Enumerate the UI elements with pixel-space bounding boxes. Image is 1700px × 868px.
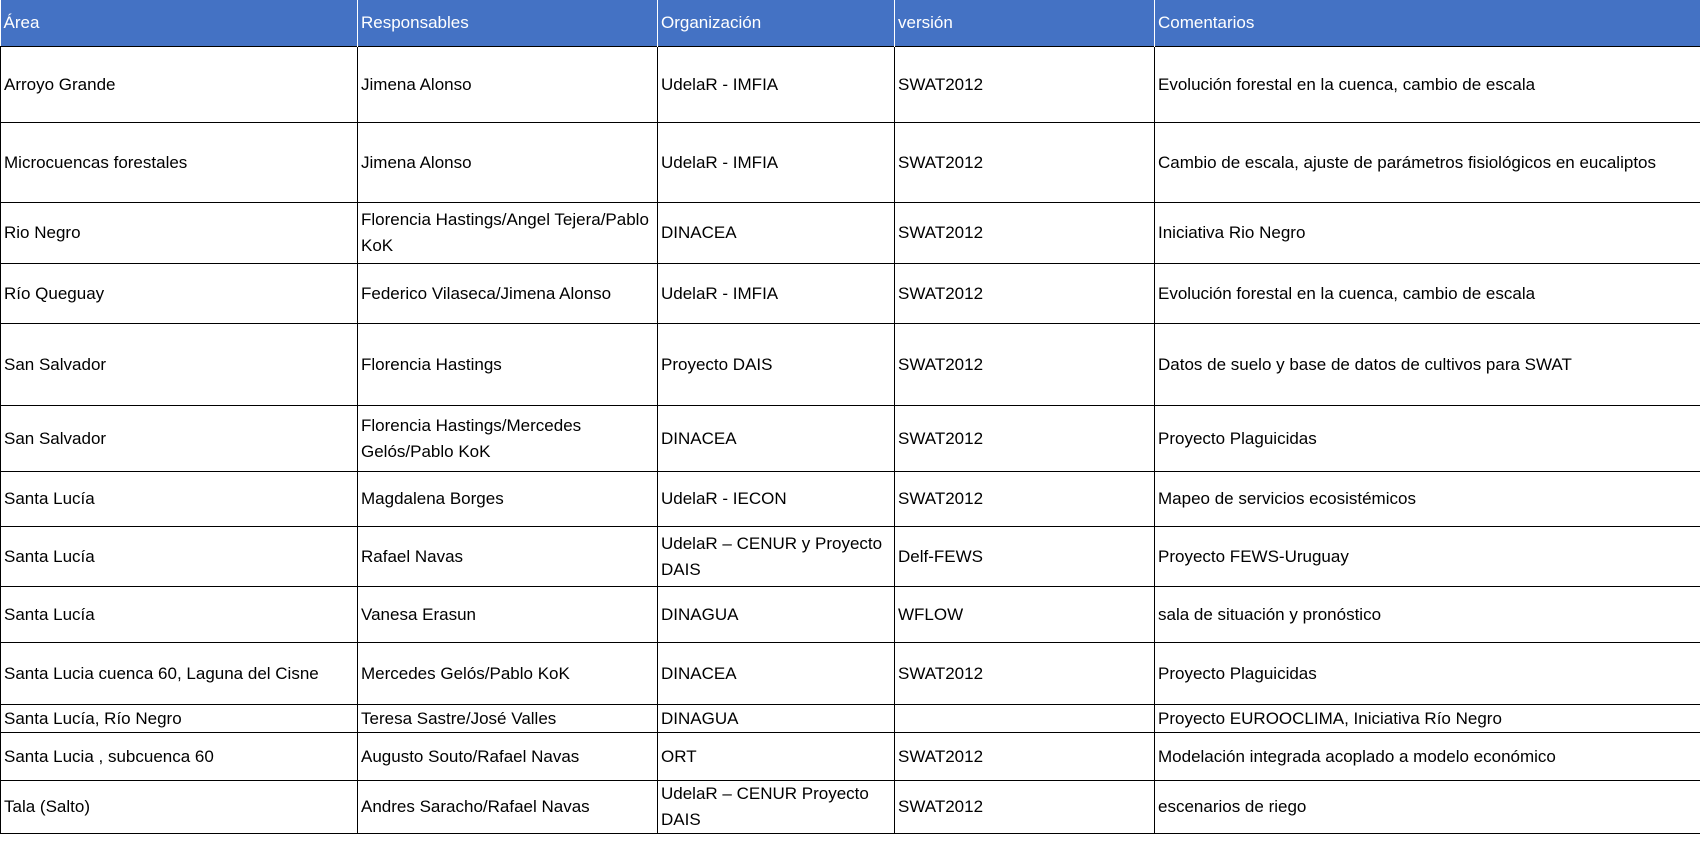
cell-version[interactable]: SWAT2012 [895, 643, 1155, 705]
cell-comentarios[interactable]: Cambio de escala, ajuste de parámetros fisiológicos en eucaliptos [1155, 123, 1700, 203]
table-row [1, 705, 1700, 733]
table-row [1, 472, 1700, 527]
table-row [1, 781, 1700, 834]
cell-area[interactable]: Arroyo Grande [1, 47, 358, 123]
cell-area[interactable]: Rio Negro [1, 203, 358, 264]
table-row [1, 527, 1700, 587]
cell-area[interactable]: Santa Lucía [1, 472, 358, 527]
cell-area[interactable]: Santa Lucia , subcuenca 60 [1, 733, 358, 781]
header-row [1, 0, 1700, 47]
table-row [1, 587, 1700, 643]
table-row [1, 47, 1700, 123]
cell-organizacion[interactable]: DINACEA [658, 643, 895, 705]
cell-comentarios[interactable]: Modelación integrada acoplado a modelo económico [1155, 733, 1700, 781]
table-row [1, 643, 1700, 705]
cell-organizacion[interactable]: UdelaR – CENUR y Proyecto DAIS [658, 527, 895, 587]
table-row [1, 733, 1700, 781]
cell-version[interactable]: SWAT2012 [895, 733, 1155, 781]
column-header-comentarios[interactable]: Comentarios [1155, 0, 1700, 47]
cell-organizacion[interactable]: DINAGUA [658, 587, 895, 643]
cell-responsables[interactable]: Florencia Hastings/Angel Tejera/Pablo KoK [358, 203, 658, 264]
cell-responsables[interactable]: Florencia Hastings/Mercedes Gelós/Pablo KoK [358, 406, 658, 472]
cell-version[interactable]: SWAT2012 [895, 264, 1155, 324]
cell-comentarios[interactable]: escenarios de riego [1155, 781, 1700, 834]
cell-organizacion[interactable]: DINAGUA [658, 705, 895, 733]
table-row [1, 264, 1700, 324]
cell-area[interactable]: Santa Lucia cuenca 60, Laguna del Cisne [1, 643, 358, 705]
cell-responsables[interactable]: Magdalena Borges [358, 472, 658, 527]
cell-area[interactable]: Río Queguay [1, 264, 358, 324]
cell-version[interactable]: SWAT2012 [895, 472, 1155, 527]
cell-organizacion[interactable]: DINACEA [658, 203, 895, 264]
cell-organizacion[interactable]: Proyecto DAIS [658, 324, 895, 406]
cell-comentarios[interactable]: Evolución forestal en la cuenca, cambio de escala [1155, 264, 1700, 324]
cell-area[interactable]: San Salvador [1, 324, 358, 406]
table-body [1, 47, 1700, 834]
cell-comentarios[interactable]: Proyecto Plaguicidas [1155, 643, 1700, 705]
cell-comentarios[interactable]: Iniciativa Rio Negro [1155, 203, 1700, 264]
cell-version[interactable]: SWAT2012 [895, 123, 1155, 203]
cell-area[interactable]: Microcuencas forestales [1, 123, 358, 203]
cell-responsables[interactable]: Augusto Souto/Rafael Navas [358, 733, 658, 781]
table-header [1, 0, 1700, 47]
cell-responsables[interactable]: Mercedes Gelós/Pablo KoK [358, 643, 658, 705]
column-header-responsables[interactable]: Responsables [358, 0, 658, 47]
cell-comentarios[interactable]: Datos de suelo y base de datos de cultivos para SWAT [1155, 324, 1700, 406]
cell-organizacion[interactable]: ORT [658, 733, 895, 781]
cell-version[interactable]: SWAT2012 [895, 324, 1155, 406]
cell-version[interactable]: SWAT2012 [895, 781, 1155, 834]
column-header-version[interactable]: versión [895, 0, 1155, 47]
cell-responsables[interactable]: Vanesa Erasun [358, 587, 658, 643]
column-header-area[interactable]: Área [1, 0, 358, 47]
cell-comentarios[interactable]: Mapeo de servicios ecosistémicos [1155, 472, 1700, 527]
column-header-organizacion[interactable]: Organización [658, 0, 895, 47]
cell-responsables[interactable]: Andres Saracho/Rafael Navas [358, 781, 658, 834]
cell-comentarios[interactable]: Proyecto EUROOCLIMA, Iniciativa Río Negro [1155, 705, 1700, 733]
cell-responsables[interactable]: Jimena Alonso [358, 47, 658, 123]
cell-area[interactable]: Santa Lucía, Río Negro [1, 705, 358, 733]
cell-area[interactable]: Santa Lucía [1, 587, 358, 643]
cell-version[interactable] [895, 705, 1155, 733]
cell-version[interactable]: SWAT2012 [895, 203, 1155, 264]
cell-comentarios[interactable]: sala de situación y pronóstico [1155, 587, 1700, 643]
table-row [1, 406, 1700, 472]
cell-area[interactable]: San Salvador [1, 406, 358, 472]
cell-area[interactable]: Tala (Salto) [1, 781, 358, 834]
cell-organizacion[interactable]: UdelaR - IMFIA [658, 123, 895, 203]
cell-organizacion[interactable]: UdelaR - IECON [658, 472, 895, 527]
cell-responsables[interactable]: Federico Vilaseca/Jimena Alonso [358, 264, 658, 324]
cell-responsables[interactable]: Teresa Sastre/José Valles [358, 705, 658, 733]
cell-responsables[interactable]: Rafael Navas [358, 527, 658, 587]
cell-organizacion[interactable]: UdelaR – CENUR Proyecto DAIS [658, 781, 895, 834]
cell-organizacion[interactable]: UdelaR - IMFIA [658, 264, 895, 324]
cell-version[interactable]: SWAT2012 [895, 406, 1155, 472]
cell-responsables[interactable]: Jimena Alonso [358, 123, 658, 203]
cell-organizacion[interactable]: DINACEA [658, 406, 895, 472]
cell-version[interactable]: Delf-FEWS [895, 527, 1155, 587]
table-row [1, 123, 1700, 203]
table-row [1, 203, 1700, 264]
cell-version[interactable]: WFLOW [895, 587, 1155, 643]
cell-version[interactable]: SWAT2012 [895, 47, 1155, 123]
cell-comentarios[interactable]: Evolución forestal en la cuenca, cambio de escala [1155, 47, 1700, 123]
table-row [1, 324, 1700, 406]
cell-comentarios[interactable]: Proyecto FEWS-Uruguay [1155, 527, 1700, 587]
cell-organizacion[interactable]: UdelaR - IMFIA [658, 47, 895, 123]
cell-area[interactable]: Santa Lucía [1, 527, 358, 587]
cell-comentarios[interactable]: Proyecto Plaguicidas [1155, 406, 1700, 472]
cell-responsables[interactable]: Florencia Hastings [358, 324, 658, 406]
